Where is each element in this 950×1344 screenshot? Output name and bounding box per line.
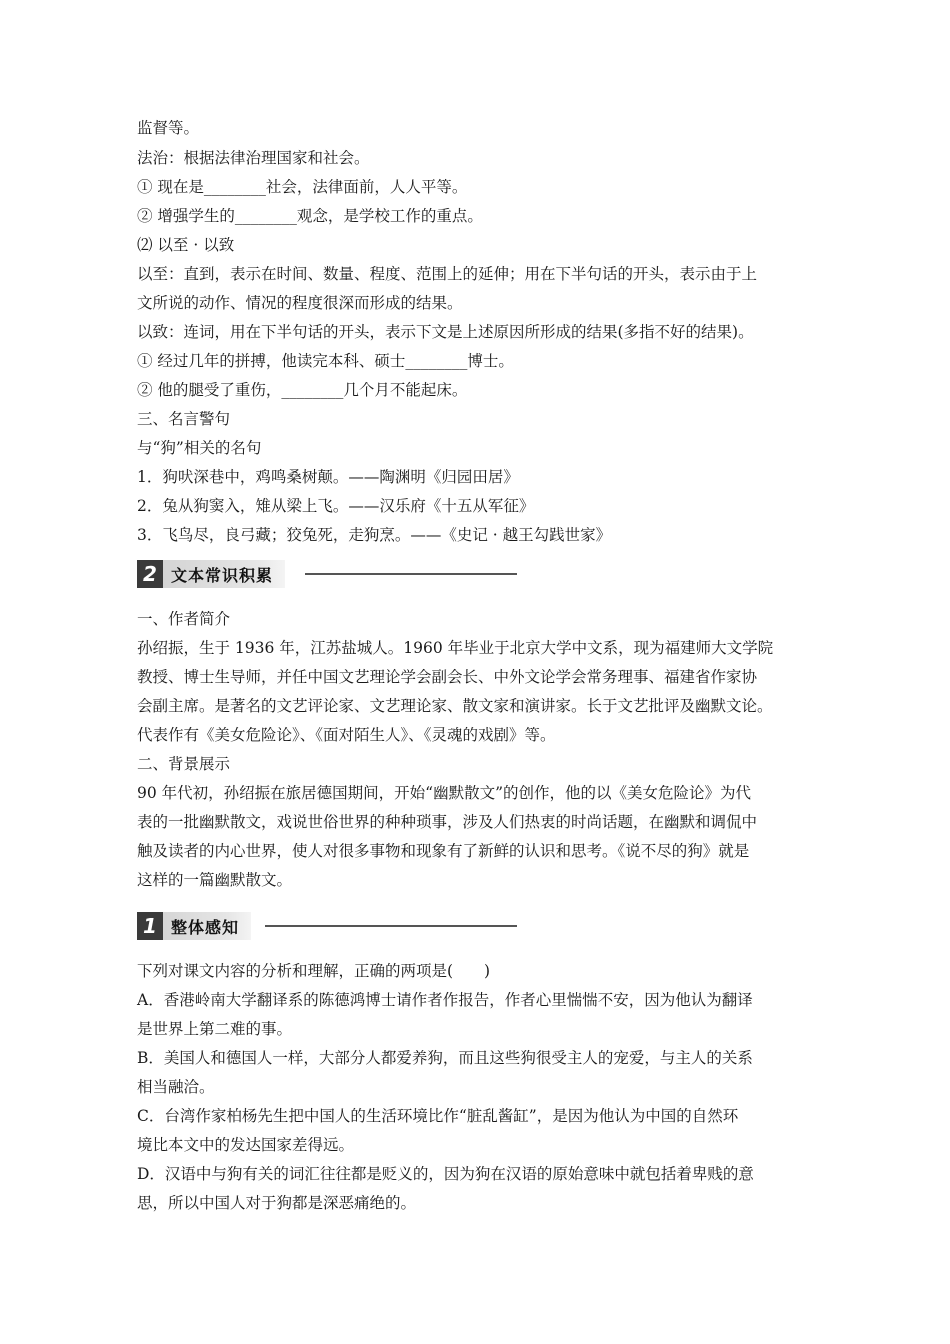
option-c: C．台湾作家柏杨先生把中国人的生活环境比作“脏乱酱缸”，是因为他认为中国的自然环 bbox=[137, 1107, 739, 1125]
section-divider bbox=[265, 925, 517, 927]
section-title: 文本常识积累 bbox=[171, 565, 274, 585]
option-b: B．美国人和德国人一样，大部分人都爱养狗，而且这些狗很受主人的宠爱，与主人的关系 bbox=[137, 1049, 753, 1067]
question-stem: 下列对课文内容的分析和理解，正确的两项是( ) bbox=[137, 962, 491, 980]
text-line: 触及读者的内心世界，使人对很多事物和现象有了新鲜的认识和思考。《说不尽的狗》就是 bbox=[137, 842, 750, 860]
section-divider bbox=[305, 573, 517, 575]
option-d: D．汉语中与狗有关的词汇往往都是贬义的，因为狗在汉语的原始意味中就包括着卑贱的意 bbox=[137, 1165, 754, 1183]
section-header-text-knowledge bbox=[137, 560, 517, 588]
text-line: 教授、博士生导师，并任中国文艺理论学会副会长、中外文论学会常务理事、福建省作家协 bbox=[137, 668, 758, 686]
text-line: ② 增强学生的________观念，是学校工作的重点。 bbox=[137, 207, 483, 225]
text-line: 与“狗”相关的名句 bbox=[137, 439, 262, 457]
text-line: 以至：直到，表示在时间、数量、程度、范围上的延伸；用在下半句话的开头，表示由于上 bbox=[137, 265, 758, 283]
text-line: 监督等。 bbox=[137, 119, 200, 137]
option-b-cont: 相当融洽。 bbox=[137, 1078, 215, 1096]
text-line: 二、背景展示 bbox=[137, 755, 231, 773]
section-badge bbox=[137, 560, 285, 588]
text-line: 会副主席。是著名的文艺评论家、文艺理论家、散文家和演讲家。长于文艺批评及幽默文论。 bbox=[137, 697, 773, 715]
section-number: 2 bbox=[137, 560, 163, 588]
text-line: 法治：根据法律治理国家和社会。 bbox=[137, 149, 370, 167]
option-c-cont: 境比本文中的发达国家差得远。 bbox=[137, 1136, 355, 1154]
text-line: 以致：连词，用在下半句话的开头，表示下文是上述原因所形成的结果(多指不好的结果)。 bbox=[137, 323, 754, 341]
text-line: ① 经过几年的拼搏，他读完本科、硕士________博士。 bbox=[137, 352, 514, 370]
text-line: 代表作有《美女危险论》、《面对陌生人》、《灵魂的戏剧》等。 bbox=[137, 726, 556, 744]
text-line: 表的一批幽默散文，戏说世俗世界的种种琐事，涉及人们热衷的时尚话题，在幽默和调侃中 bbox=[137, 813, 758, 831]
text-line: 三、名言警句 bbox=[137, 410, 231, 428]
section-title: 整体感知 bbox=[171, 917, 240, 937]
section-header-overall-perception bbox=[137, 912, 517, 940]
text-line: 2．兔从狗窦入，雉从梁上飞。——汉乐府《十五从军征》 bbox=[137, 497, 535, 515]
text-line: 1．狗吠深巷中，鸡鸣桑树颠。——陶渊明《归园田居》 bbox=[137, 468, 519, 486]
section-badge bbox=[137, 912, 251, 940]
text-line: 一、作者简介 bbox=[137, 610, 231, 628]
text-line: ① 现在是________社会，法律面前，人人平等。 bbox=[137, 178, 468, 196]
text-line: ⑵ 以至 · 以致 bbox=[137, 236, 235, 254]
section-number: 1 bbox=[137, 912, 163, 940]
text-line: 3．飞鸟尽，良弓藏；狡兔死，走狗烹。——《史记 · 越王勾践世家》 bbox=[137, 526, 612, 544]
option-d-cont: 思，所以中国人对于狗都是深恶痛绝的。 bbox=[137, 1194, 417, 1212]
option-a: A．香港岭南大学翻译系的陈德鸿博士请作者作报告，作者心里惴惴不安，因为他认为翻译 bbox=[137, 991, 753, 1009]
text-line: 文所说的动作、情况的程度很深而形成的结果。 bbox=[137, 294, 463, 312]
text-line: 孙绍振，生于 1936 年，江苏盐城人。1960 年毕业于北京大学中文系，现为福建师大文学院 bbox=[137, 639, 774, 657]
text-line: 这样的一篇幽默散文。 bbox=[137, 871, 293, 889]
option-a-cont: 是世界上第二难的事。 bbox=[137, 1020, 293, 1038]
text-line: 90 年代初，孙绍振在旅居德国期间，开始“幽默散文”的创作，他的以《美女危险论》为代 bbox=[137, 784, 752, 802]
text-line: ② 他的腿受了重伤，________几个月不能起床。 bbox=[137, 381, 468, 399]
